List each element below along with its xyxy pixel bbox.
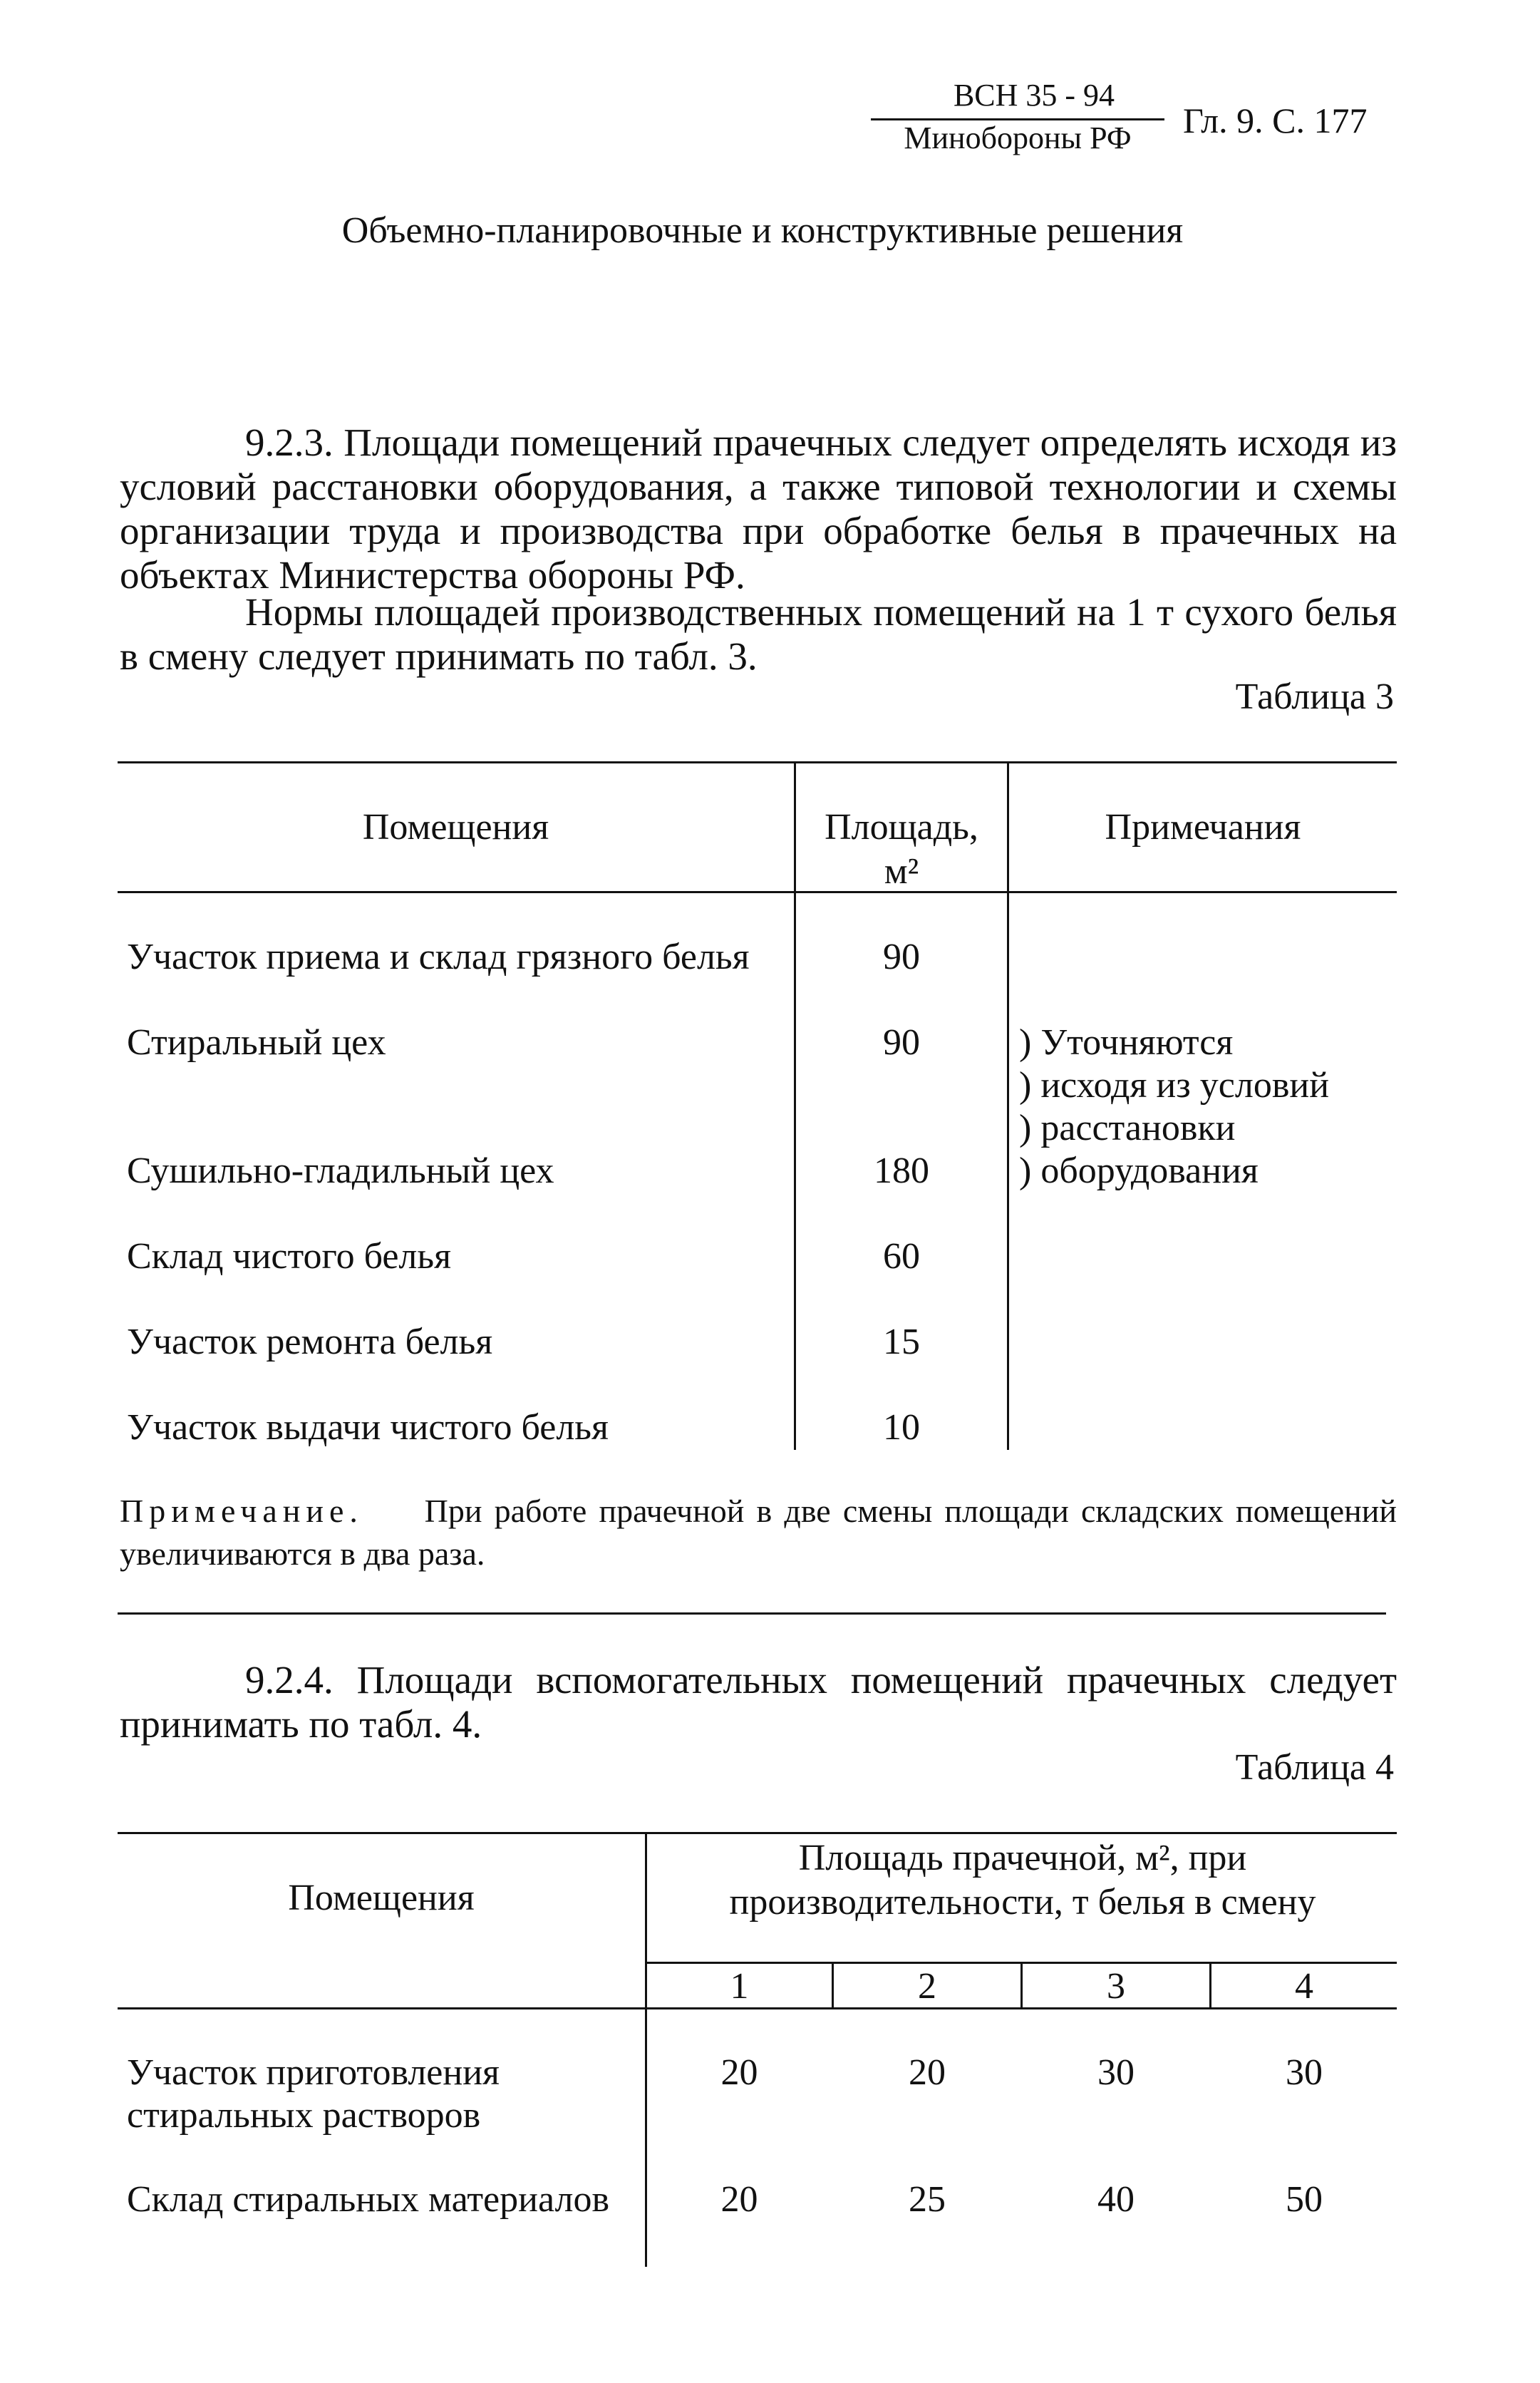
section-title: Объемно-планировочные и конструктивные решения [341, 210, 1184, 251]
table3-header-room: Помещения [362, 807, 549, 848]
table3-caption: Таблица 3 [1235, 676, 1394, 717]
table4-cell: 20 [720, 2052, 758, 2093]
table3-remark-line: ) оборудования [1019, 1151, 1259, 1191]
table3-row-room: Участок выдачи чистого белья [127, 1407, 609, 1448]
table3-row-room: Участок приема и склад грязного белья [127, 937, 750, 977]
table4-row-room: Участок приготовления стиральных растворов [127, 2052, 500, 2136]
table3-row-area: 180 [874, 1151, 929, 1191]
table3-row-area: 90 [883, 1022, 920, 1063]
table4-caption: Таблица 4 [1235, 1747, 1394, 1788]
table3-header-rule [118, 891, 1397, 893]
table3-remark-line: ) расстановки [1019, 1108, 1236, 1148]
table4-col-header: 1 [730, 1966, 749, 2007]
table3-row-area: 90 [883, 937, 920, 977]
table4-col-header: 4 [1295, 1966, 1313, 2007]
section-divider [118, 1612, 1386, 1615]
table3-note [120, 1490, 1397, 1575]
table4-row-room: Склад стиральных материалов [127, 2179, 609, 2220]
page-reference: Гл. 9. С. 177 [1183, 101, 1368, 140]
table4-cell: 40 [1097, 2179, 1135, 2220]
table4-header-room: Помещения [288, 1878, 475, 1918]
table4-header-area-group: Площадь прачечной, м², при производительности, т белья в смену [729, 1838, 1316, 1923]
paragraph-norms: Нормы площадей производственных помещений на 1 т сухого белья в смену следует принимать по табл. 3. [120, 590, 1397, 678]
table3-header-notes: Примечания [1105, 807, 1301, 848]
table4-col-header: 2 [918, 1966, 936, 2007]
table3-row-area: 60 [883, 1236, 920, 1277]
paragraph-9-2-4: 9.2.4. Площади вспомогательных помещений прачечных следует принимать по табл. 4. [120, 1658, 1397, 1746]
table3-row-room: Сушильно-гладильный цех [127, 1151, 554, 1191]
table3-row-room: Участок ремонта белья [127, 1322, 493, 1362]
table4-cell: 30 [1097, 2052, 1135, 2093]
table4-col-header: 3 [1107, 1966, 1125, 2007]
table4-cell: 20 [909, 2052, 946, 2093]
table3-remark-line: ) исходя из условий [1019, 1065, 1330, 1106]
table4-cell: 30 [1286, 2052, 1323, 2093]
table3-remark-line: ) Уточняются [1019, 1022, 1234, 1063]
table4-cell: 20 [720, 2179, 758, 2220]
document-code: ВСН 35 - 94 [953, 78, 1115, 113]
paragraph-9-2-3: 9.2.3. Площади помещений прачечных следует определять исходя из условий расстановки оборудования, а также типовой технологии и схемы организации труда и производства при обработке белья в прачечных на объектах Министерства обороны РФ. [120, 421, 1397, 597]
table3-top-rule [118, 761, 1397, 763]
table3-row-room: Склад чистого белья [127, 1236, 451, 1277]
note-text: При работе прачечной в две смены площади складских помещений увеличиваются в два раза. [120, 1493, 1397, 1572]
table3-row-room: Стиральный цех [127, 1022, 386, 1063]
note-label: Примечание. [120, 1493, 363, 1529]
table3-row-area: 15 [883, 1322, 920, 1362]
table4-cell: 50 [1286, 2179, 1323, 2220]
table3-col-divider-2 [1007, 761, 1009, 1450]
table3-row-area: 10 [883, 1407, 920, 1448]
table4-cell: 25 [909, 2179, 946, 2220]
table4-top-rule [118, 1832, 1397, 1834]
document-organization: Минобороны РФ [904, 120, 1132, 155]
table3-header-area: Площадь, м² [825, 807, 978, 892]
